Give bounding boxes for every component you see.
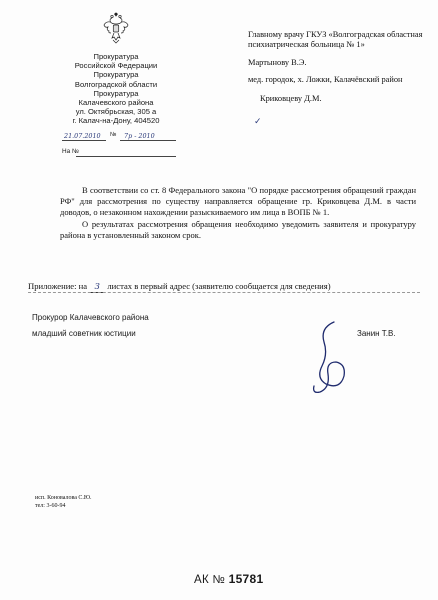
signer-name: Занин Т.В. — [357, 329, 396, 338]
double-headed-eagle-emblem-icon — [103, 12, 129, 44]
org-line: Волгоградской области — [74, 79, 158, 89]
body-paragraph: О результатах рассмотрения обращения необходимо уведомить заявителя и прокуратуру района в установленный законом срок. — [60, 218, 416, 240]
reply-to-line — [62, 148, 176, 157]
attachment-suffix: листах в первый адрес (заявителю сообщается для сведения) — [107, 281, 331, 291]
organization-header — [56, 52, 176, 126]
registration-line — [62, 132, 176, 141]
attachment-count: 3 — [89, 282, 105, 293]
reply-to-label: На № — [62, 148, 79, 155]
addressee-applicant: Криковцеву Д.М. — [260, 93, 322, 103]
signoff-rank: младший советник юстиции — [32, 329, 136, 338]
org-line: г. Калач-на-Дону, 404520 — [72, 116, 160, 126]
form-serial-number — [194, 572, 263, 586]
number-sign: № — [110, 132, 117, 138]
signoff-block — [32, 310, 149, 342]
org-line: ул. Октябрьская, 305 а — [75, 107, 157, 117]
org-line: Прокуратура — [93, 70, 139, 80]
divider — [28, 292, 420, 293]
letter-body — [60, 185, 416, 241]
executor-phone: тел: 3-60-94 — [35, 503, 66, 510]
handwritten-date: 21.07.2010 — [64, 132, 101, 140]
addressee-block — [248, 30, 428, 111]
org-line: Прокуратура — [93, 52, 139, 61]
addressee-name: Мартынову В.Э. — [248, 57, 307, 67]
addressee-chief-doctor: Главному врачу ГКУЗ «Волгоградская областная психиатрическая больница № 1» — [248, 30, 423, 50]
addressee-address: мед. городок, х. Ложки, Калачёвский район — [248, 75, 403, 85]
check-mark-icon: ✓ — [254, 117, 262, 127]
serial-prefix: АК № — [194, 574, 226, 586]
serial-number: 15781 — [228, 572, 264, 586]
handwritten-number: 7р - 2010 — [124, 132, 155, 140]
executor-info — [35, 494, 92, 511]
org-line: Калачевского района — [78, 98, 154, 108]
body-paragraph: В соответствии со ст. 8 Федерального закона "О порядке рассмотрения обращений граждан РФ" для рассмотрения по существу направляется обращение гр. Криковцева Д.М. в части доводов, о незаконном нахождении разыскиваемого им лица в ВОПБ № 1. — [60, 185, 416, 218]
handwritten-signature — [300, 318, 360, 400]
org-line: Прокуратура — [93, 88, 139, 98]
signoff-title: Прокурор Калачевского района — [32, 313, 149, 322]
attachment-prefix: Приложение: на — [28, 281, 88, 291]
org-line: Российской Федерации — [74, 61, 158, 71]
executor-name: исп. Коновалова С.Ю. — [35, 495, 92, 501]
